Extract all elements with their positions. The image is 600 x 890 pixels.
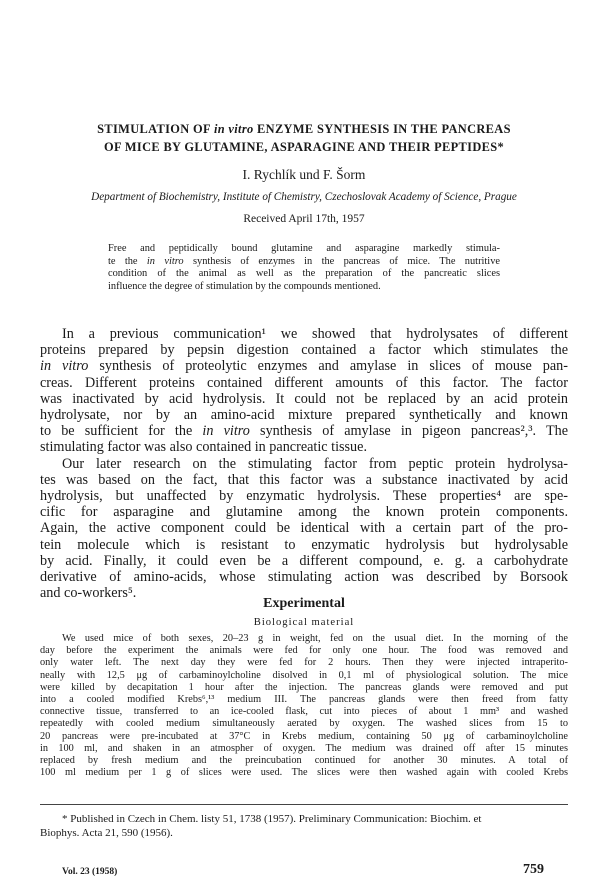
abstract-line: influence the degree of stimulation by the compounds mentioned. <box>108 280 381 292</box>
experimental-line: in 100 ml, and shaken in an atmospher of oxygen. The medium was drained off after 15 minutes <box>40 742 568 754</box>
abstract-line: te the in vitro synthesis of enzymes in the pancreas of mice. The nutritive <box>108 255 500 267</box>
experimental-line: 100 ml medium per 1 g of slices were used. The slices were then washed again with cooled Krebs <box>40 767 568 779</box>
body-line: cific for asparagine and glutamine among the known protein components. <box>40 504 568 521</box>
experimental-line: into a cooled modified Krebs⁶,¹³ medium III. The pancreas glands were then freed from fatty <box>40 694 568 706</box>
section-heading: Experimental <box>263 596 345 611</box>
body-line: In a previous communication¹ we showed that hydrolysates of different <box>62 326 568 342</box>
footnote <box>40 812 568 840</box>
experimental-text <box>40 633 568 779</box>
experimental-line: 20 pancreas were pre-incubated at 37°C in Krebs medium, containing 50 μg of carbaminoylcholine <box>40 730 568 742</box>
body-line: and co-workers⁵. <box>40 585 137 602</box>
body-line: hydrolysis, but unaffected by enzymatic hydrolysis. These properties⁴ are spe- <box>40 488 568 505</box>
abstract-line: Free and peptidically bound glutamine and asparagine markedly stimula- <box>108 243 500 254</box>
body-line: Our later research on the stimulating factor from peptic protein hydrolysa- <box>62 455 568 472</box>
body-line: in vitro synthesis of proteolytic enzymes and amylase in slices of mouse pan- <box>40 358 568 375</box>
volume-info: Vol. 23 (1958) <box>62 867 118 877</box>
experimental-line: day before the experiment the animals were fed for only one hour. The food was removed and <box>40 645 568 657</box>
experimental-line: We used mice of both sexes, 20–23 g in weight, fed on the usual diet. In the morning of the <box>62 633 568 644</box>
abstract <box>108 243 500 293</box>
subsection-heading: Biological material <box>253 617 355 628</box>
department: Department of Biochemistry, Institute of Chemistry, Czechoslovak Academy of Science, Prague <box>91 191 517 203</box>
authors: I. Rychlík und F. Šorm <box>242 167 366 182</box>
body-line: hydrolysate, nor by an amino-acid mixture prepared synthetically and known <box>40 407 568 424</box>
body-line: stimulating factor was also contained in pancreatic tissue. <box>40 439 367 456</box>
footnote-line: Biophys. Acta 21, 590 (1956). <box>40 827 173 839</box>
paper-title <box>40 120 568 156</box>
footnote-divider <box>40 804 568 805</box>
received-date: Received April 17th, 1957 <box>243 213 365 225</box>
page-number: 759 <box>523 862 544 877</box>
title-line-2: OF MICE BY GLUTAMINE, ASPARAGINE AND THEIR PEPTIDES* <box>103 140 505 154</box>
introduction-text <box>40 326 568 601</box>
experimental-line: neally with 12,5 μg of carbaminoylcholine disolved in 0,1 ml of physiological solution. The mice <box>40 669 568 681</box>
abstract-line: condition of the animal as well as the preparation of the pancreatic slices <box>108 268 500 280</box>
body-line: derivative of amino-acids, whose stimulating action was described by Borsook <box>40 569 568 586</box>
experimental-line: replaced by fresh medium and the preincubation continued for another 30 minutes. A total of <box>40 755 568 767</box>
body-line: was inactivated by acid hydrolysis. It could not be replaced by an acid protein <box>40 390 568 407</box>
experimental-line: only water left. The next day they were fed for 2 hours. Then they were injected intraperito- <box>40 657 568 669</box>
experimental-line: repeatedly with cooled medium simultaneously aerated by oxygen. The washed slices from 15 to <box>40 718 568 730</box>
body-line: tein molecule which is resistant to enzymatic hydrolysis but hydrolysable <box>40 536 568 553</box>
title-line-1: STIMULATION OF in vitro ENZYME SYNTHESIS IN THE PANCREAS <box>97 122 511 136</box>
footnote-line: * Published in Czech in Chem. listy 51, 1738 (1957). Preliminary Communication: Biochim. et <box>62 813 482 825</box>
experimental-line: connective tissue, transferred to an ice-cooled flask, cut into pieces of about 1 mm³ and washed <box>40 706 568 718</box>
body-line: proteins prepared by pepsin digestion contained a factor which stimulates the <box>40 342 568 359</box>
body-line: to be sufficient for the in vitro synthesis of amylase in pigeon pancreas²,³. The <box>40 423 569 440</box>
experimental-line: were killed by decapitation 1 hour after the injection. The pancreas glands were removed and put <box>40 681 568 693</box>
body-line: Again, the active component could be identical with a certain part of the pro- <box>40 520 568 537</box>
body-line: by acid. Finally, it could even be a different compound, e. g. a carbohydrate <box>40 552 568 569</box>
body-line: tes was based on the fact, that this factor was a substance inactivated by acid <box>40 471 568 488</box>
body-line: creas. Different proteins contained different amounts of this factor. The factor <box>40 374 568 391</box>
